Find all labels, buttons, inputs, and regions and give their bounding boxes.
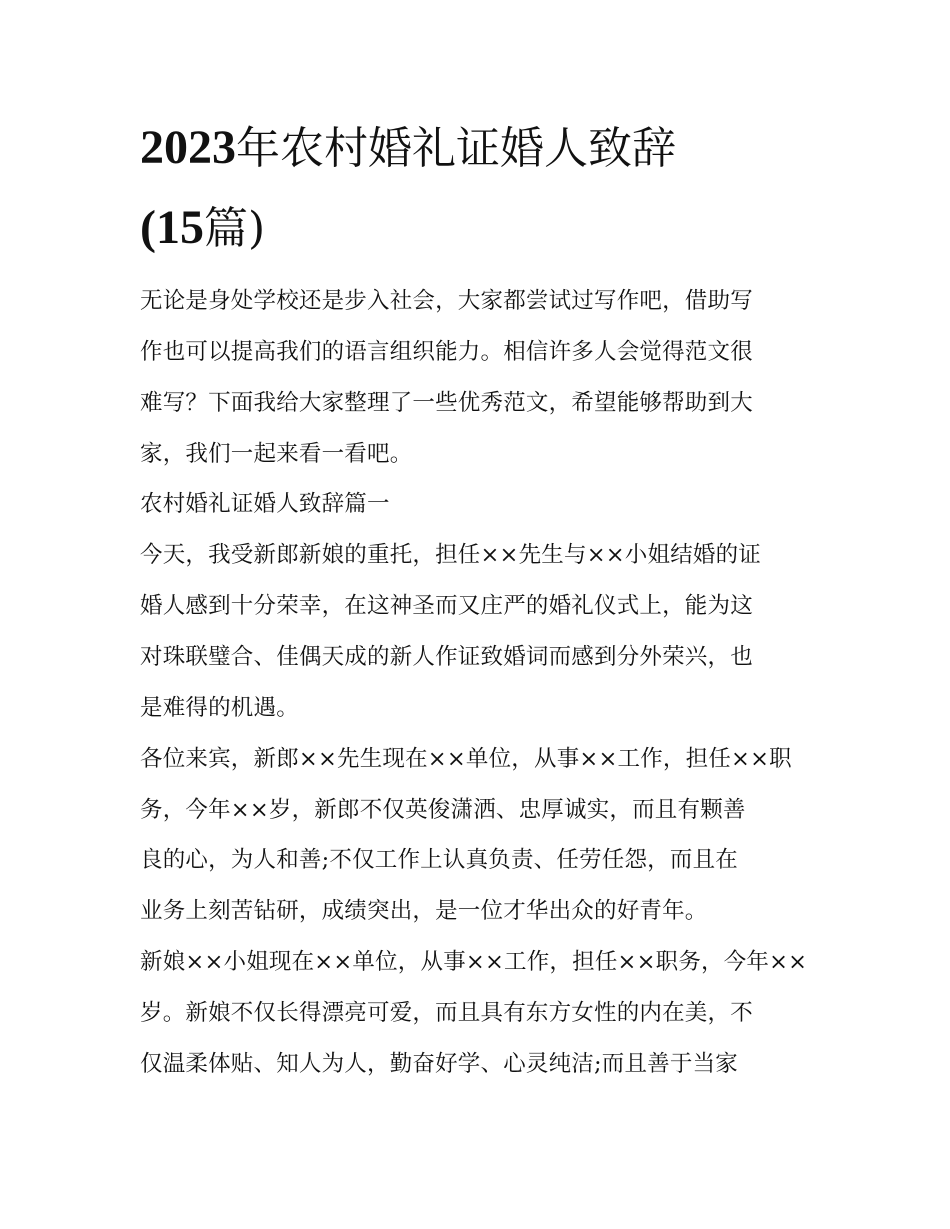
- body-line: 良的心，为人和善;不仅工作上认真负责、任劳任怨，而且在: [140, 847, 738, 873]
- body-line: 婚人感到十分荣幸，在这神圣而又庄严的婚礼仪式上，能为这: [140, 593, 753, 619]
- body-line: 各位来宾，新郎××先生现在××单位，从事××工作，担任××职: [140, 746, 792, 772]
- title-year: 2023: [140, 121, 236, 174]
- body-line: 无论是身处学校还是步入社会，大家都尝试过写作吧，借助写: [140, 288, 753, 314]
- body-line: 今天，我受新郎新娘的重托，担任××先生与××小姐结婚的证: [140, 542, 762, 568]
- title-text: 年农村婚礼证婚人致辞: [236, 123, 676, 174]
- title-count: (15: [140, 201, 204, 254]
- body-line: 新娘××小姐现在××单位，从事××工作，担任××职务，今年××: [140, 949, 808, 975]
- body-line: 岁。新娘不仅长得漂亮可爱，而且具有东方女性的内在美，不: [140, 1000, 753, 1026]
- section-heading: 农村婚礼证婚人致辞篇一: [140, 491, 390, 517]
- body-line: 仅温柔体贴、知人为人，勤奋好学、心灵纯洁;而且善于当家: [140, 1051, 738, 1077]
- body-line: 是难得的机遇。: [140, 695, 299, 721]
- title-count-unit: 篇): [203, 203, 266, 254]
- body-line: 家，我们一起来看一看吧。: [140, 441, 413, 467]
- body-line: 业务上刻苦钻研，成绩突出，是一位才华出众的好青年。: [140, 898, 708, 924]
- document-title-line-1: [140, 122, 676, 175]
- body-line: 务，今年××岁，新郎不仅英俊潇洒、忠厚诚实，而且有颗善: [140, 797, 746, 823]
- document-title-line-2: [140, 202, 265, 255]
- body-line: 作也可以提高我们的语言组织能力。相信许多人会觉得范文很: [140, 339, 753, 365]
- body-line: 对珠联璧合、佳偶天成的新人作证致婚词而感到分外荣兴，也: [140, 644, 753, 670]
- body-line: 难写？下面我给大家整理了一些优秀范文，希望能够帮助到大: [140, 390, 753, 416]
